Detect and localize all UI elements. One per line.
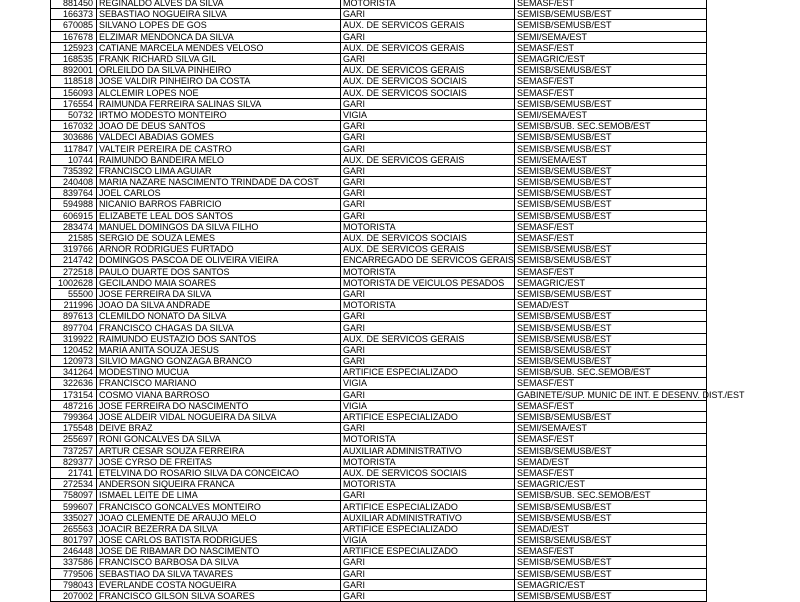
employee-role-cell: ARTIFICE ESPECIALIZADO bbox=[341, 546, 515, 557]
employee-name-cell: JOSE CARLOS BATISTA RODRIGUES bbox=[97, 535, 341, 546]
employee-id-cell: 319766 bbox=[51, 244, 97, 255]
table-row bbox=[51, 132, 707, 143]
employee-name-cell: RAIMUNDA FERREIRA SALINAS SILVA bbox=[97, 98, 341, 109]
employee-role-cell: MOTORISTA DE VEICULOS PESADOS bbox=[341, 277, 515, 288]
table-row bbox=[51, 266, 707, 277]
employee-role-cell: AUX. DE SERVICOS GERAIS bbox=[341, 244, 515, 255]
employee-id-cell: 799364 bbox=[51, 411, 97, 422]
table-row bbox=[51, 87, 707, 98]
table-row bbox=[51, 277, 707, 288]
table-row bbox=[51, 434, 707, 445]
employee-id-cell: 167032 bbox=[51, 121, 97, 132]
employee-id-cell: 735392 bbox=[51, 165, 97, 176]
employee-name-cell: FRANCISCO LIMA AGUIAR bbox=[97, 165, 341, 176]
employee-unit-cell: SEMASF/EST bbox=[515, 232, 707, 243]
table-row bbox=[51, 467, 707, 478]
employee-role-cell: GARI bbox=[341, 188, 515, 199]
employee-id-cell: 881450 bbox=[51, 0, 97, 9]
table-row bbox=[51, 512, 707, 523]
employee-name-cell: VALTEIR PEREIRA DE CASTRO bbox=[97, 143, 341, 154]
employee-name-cell: JOEL CARLOS bbox=[97, 188, 341, 199]
employee-id-cell: 829377 bbox=[51, 456, 97, 467]
employee-name-cell: VALDECI ABADIAS GOMES bbox=[97, 132, 341, 143]
employee-id-cell: 50732 bbox=[51, 109, 97, 120]
table-row bbox=[51, 31, 707, 42]
employee-id-cell: 594988 bbox=[51, 199, 97, 210]
employee-unit-cell: SEMISB/SEMUSB/EST bbox=[515, 244, 707, 255]
employee-name-cell: MARIA NAZARE NASCIMENTO TRINDADE DA COST bbox=[97, 177, 341, 188]
employee-table bbox=[50, 0, 745, 602]
employee-role-cell: GARI bbox=[341, 356, 515, 367]
employee-unit-cell: SEMAGRIC/EST bbox=[515, 53, 707, 64]
table-row bbox=[51, 423, 707, 434]
employee-unit-cell: SEMISB/SEMUSB/EST bbox=[515, 210, 707, 221]
employee-id-cell: 801797 bbox=[51, 535, 97, 546]
table-row bbox=[51, 344, 707, 355]
employee-id-cell: 1002628 bbox=[51, 277, 97, 288]
employee-unit-cell: GABINETE/SUP. MUNIC DE INT. E DESENV. DIST./EST bbox=[515, 389, 707, 400]
employee-id-cell: 337586 bbox=[51, 557, 97, 568]
employee-role-cell: GARI bbox=[341, 177, 515, 188]
employee-unit-cell: SEMASF/EST bbox=[515, 87, 707, 98]
employee-name-cell: FRANCISCO GONCALVES MONTEIRO bbox=[97, 501, 341, 512]
employee-name-cell: ARTUR CESAR SOUZA FERREIRA bbox=[97, 445, 341, 456]
table-row bbox=[51, 288, 707, 299]
table-row bbox=[51, 300, 707, 311]
employee-id-cell: 168535 bbox=[51, 53, 97, 64]
employee-id-cell: 211996 bbox=[51, 300, 97, 311]
table-row bbox=[51, 20, 707, 31]
employee-name-cell: GECILANDO MAIA SOARES bbox=[97, 277, 341, 288]
table-row bbox=[51, 98, 707, 109]
table-row bbox=[51, 479, 707, 490]
table-row bbox=[51, 490, 707, 501]
employee-unit-cell: SEMI/SEMA/EST bbox=[515, 423, 707, 434]
employee-unit-cell: SEMISB/SEMUSB/EST bbox=[515, 512, 707, 523]
employee-id-cell: 156093 bbox=[51, 87, 97, 98]
employee-role-cell: AUX. DE SERVICOS SOCIAIS bbox=[341, 232, 515, 243]
table-row bbox=[51, 535, 707, 546]
table-row bbox=[51, 76, 707, 87]
employee-role-cell: GARI bbox=[341, 311, 515, 322]
employee-unit-cell: SEMISB/SEMUSB/EST bbox=[515, 143, 707, 154]
employee-unit-cell: SEMASF/EST bbox=[515, 467, 707, 478]
employee-name-cell: SILVIO MAGNO GONZAGA BRANCO bbox=[97, 356, 341, 367]
employee-role-cell: GARI bbox=[341, 98, 515, 109]
employee-unit-cell: SEMISB/SEMUSB/EST bbox=[515, 535, 707, 546]
employee-id-cell: 758097 bbox=[51, 490, 97, 501]
employee-id-cell: 10744 bbox=[51, 154, 97, 165]
employee-role-cell: MOTORISTA bbox=[341, 0, 515, 9]
employee-unit-cell: SEMISB/SEMUSB/EST bbox=[515, 311, 707, 322]
employee-role-cell: VIGIA bbox=[341, 400, 515, 411]
employee-role-cell: AUX. DE SERVICOS SOCIAIS bbox=[341, 467, 515, 478]
employee-role-cell: GARI bbox=[341, 590, 515, 601]
employee-unit-cell: SEMAGRIC/EST bbox=[515, 579, 707, 590]
employee-role-cell: MOTORISTA bbox=[341, 434, 515, 445]
table-row bbox=[51, 333, 707, 344]
employee-unit-cell: SEMASF/EST bbox=[515, 76, 707, 87]
table-row bbox=[51, 557, 707, 568]
employee-id-cell: 606915 bbox=[51, 210, 97, 221]
employee-role-cell: AUX. DE SERVICOS GERAIS bbox=[341, 42, 515, 53]
table-row bbox=[51, 0, 707, 9]
employee-id-cell: 214742 bbox=[51, 255, 97, 266]
employee-unit-cell: SEMASF/EST bbox=[515, 0, 707, 9]
table-row bbox=[51, 9, 707, 20]
employee-role-cell: AUX. DE SERVICOS GERAIS bbox=[341, 154, 515, 165]
employee-name-cell: JOSE CYRSO DE FREITAS bbox=[97, 456, 341, 467]
employee-name-cell: ANDERSON SIQUEIRA FRANCA bbox=[97, 479, 341, 490]
employee-name-cell: NICANIO BARROS FABRICIO bbox=[97, 199, 341, 210]
table-row bbox=[51, 322, 707, 333]
employee-name-cell: DEIVE BRAZ bbox=[97, 423, 341, 434]
employee-unit-cell: SEMISB/SUB. SEC.SEMOB/EST bbox=[515, 367, 707, 378]
employee-role-cell: MOTORISTA bbox=[341, 266, 515, 277]
employee-name-cell: FRANK RICHARD SILVA GIL bbox=[97, 53, 341, 64]
employee-name-cell: FRANCISCO GILSON SILVA SOARES bbox=[97, 590, 341, 601]
employee-role-cell: GARI bbox=[341, 344, 515, 355]
employee-id-cell: 246448 bbox=[51, 546, 97, 557]
employee-name-cell: MODESTINO MUCUA bbox=[97, 367, 341, 378]
employee-name-cell: JOAO CLEMENTE DE ARAUJO MELO bbox=[97, 512, 341, 523]
employee-id-cell: 335027 bbox=[51, 512, 97, 523]
employee-id-cell: 118518 bbox=[51, 76, 97, 87]
employee-unit-cell: SEMAD/EST bbox=[515, 523, 707, 534]
employee-role-cell: ARTIFICE ESPECIALIZADO bbox=[341, 411, 515, 422]
employee-role-cell: MOTORISTA bbox=[341, 479, 515, 490]
employee-unit-cell: SEMASF/EST bbox=[515, 266, 707, 277]
employee-role-cell: AUX. DE SERVICOS GERAIS bbox=[341, 20, 515, 31]
employee-unit-cell: SEMAGRIC/EST bbox=[515, 479, 707, 490]
employee-role-cell: AUX. DE SERVICOS GERAIS bbox=[341, 333, 515, 344]
employee-name-cell: ELZIMAR MENDONCA DA SILVA bbox=[97, 31, 341, 42]
employee-role-cell: VIGIA bbox=[341, 378, 515, 389]
employee-name-cell: REGINALDO ALVES DA SILVA bbox=[97, 0, 341, 9]
table-row bbox=[51, 210, 707, 221]
employee-role-cell: VIGIA bbox=[341, 535, 515, 546]
employee-id-cell: 120973 bbox=[51, 356, 97, 367]
employee-name-cell: RAIMUNDO EUSTAZIO DOS SANTOS bbox=[97, 333, 341, 344]
employee-name-cell: SERGIO DE SOUZA LEMES bbox=[97, 232, 341, 243]
table-row bbox=[51, 311, 707, 322]
employee-id-cell: 892001 bbox=[51, 65, 97, 76]
employee-unit-cell: SEMASF/EST bbox=[515, 42, 707, 53]
employee-name-cell: ORLEILDO DA SILVA PINHEIRO bbox=[97, 65, 341, 76]
employee-id-cell: 897704 bbox=[51, 322, 97, 333]
employee-id-cell: 173154 bbox=[51, 389, 97, 400]
employee-role-cell: GARI bbox=[341, 423, 515, 434]
employee-id-cell: 897613 bbox=[51, 311, 97, 322]
employee-name-cell: IRTMO MODESTO MONTEIRO bbox=[97, 109, 341, 120]
employee-name-cell: MANUEL DOMINGOS DA SILVA FILHO bbox=[97, 221, 341, 232]
employee-role-cell: GARI bbox=[341, 53, 515, 64]
employee-name-cell: CLEMILDO NONATO DA SILVA bbox=[97, 311, 341, 322]
employee-unit-cell: SEMAD/EST bbox=[515, 456, 707, 467]
table-row bbox=[51, 356, 707, 367]
employee-id-cell: 303686 bbox=[51, 132, 97, 143]
table-row bbox=[51, 445, 707, 456]
employee-name-cell: EVERLANDE COSTA NOGUEIRA bbox=[97, 579, 341, 590]
employee-id-cell: 319922 bbox=[51, 333, 97, 344]
table-row bbox=[51, 255, 707, 266]
employee-role-cell: GARI bbox=[341, 132, 515, 143]
employee-name-cell: JOSE FERREIRA DA SILVA bbox=[97, 288, 341, 299]
employee-role-cell: GARI bbox=[341, 121, 515, 132]
table-row bbox=[51, 378, 707, 389]
employee-id-cell: 599607 bbox=[51, 501, 97, 512]
employee-name-cell: ALCLEMIR LOPES NOE bbox=[97, 87, 341, 98]
table-row bbox=[51, 53, 707, 64]
employee-unit-cell: SEMI/SEMA/EST bbox=[515, 154, 707, 165]
table-row bbox=[51, 389, 707, 400]
employee-id-cell: 255697 bbox=[51, 434, 97, 445]
employee-unit-cell: SEMISB/SEMUSB/EST bbox=[515, 445, 707, 456]
employee-id-cell: 272534 bbox=[51, 479, 97, 490]
table-row bbox=[51, 367, 707, 378]
table-row bbox=[51, 400, 707, 411]
employee-name-cell: FRANCISCO MARIANO bbox=[97, 378, 341, 389]
employee-unit-cell: SEMISB/SEMUSB/EST bbox=[515, 199, 707, 210]
table-row bbox=[51, 546, 707, 557]
employee-name-cell: ARNOR RODRIGUES FURTADO bbox=[97, 244, 341, 255]
employee-name-cell: FRANCISCO BARBOSA DA SILVA bbox=[97, 557, 341, 568]
employee-role-cell: GARI bbox=[341, 568, 515, 579]
table-row bbox=[51, 411, 707, 422]
employee-role-cell: AUX. DE SERVICOS SOCIAIS bbox=[341, 76, 515, 87]
employee-id-cell: 117847 bbox=[51, 143, 97, 154]
employee-id-cell: 166373 bbox=[51, 9, 97, 20]
table-row bbox=[51, 244, 707, 255]
employee-unit-cell: SEMI/SEMA/EST bbox=[515, 31, 707, 42]
employee-name-cell: MARIA ANITA SOUZA JESUS bbox=[97, 344, 341, 355]
employee-unit-cell: SEMISB/SEMUSB/EST bbox=[515, 20, 707, 31]
employee-name-cell: JOSE VALDIR PINHEIRO DA COSTA bbox=[97, 76, 341, 87]
employee-name-cell: JOSE DE RIBAMAR DO NASCIMENTO bbox=[97, 546, 341, 557]
employee-name-cell: JOSE FERREIRA DO NASCIMENTO bbox=[97, 400, 341, 411]
employee-unit-cell: SEMISB/SEMUSB/EST bbox=[515, 557, 707, 568]
table-row bbox=[51, 501, 707, 512]
employee-id-cell: 272518 bbox=[51, 266, 97, 277]
employee-unit-cell: SEMISB/SEMUSB/EST bbox=[515, 255, 707, 266]
employee-unit-cell: SEMISB/SEMUSB/EST bbox=[515, 411, 707, 422]
employee-unit-cell: SEMISB/SEMUSB/EST bbox=[515, 65, 707, 76]
employee-name-cell: SEBASTIAO DA SILVA TAVARES bbox=[97, 568, 341, 579]
table-row bbox=[51, 143, 707, 154]
employee-role-cell: GARI bbox=[341, 143, 515, 154]
employee-unit-cell: SEMASF/EST bbox=[515, 378, 707, 389]
employee-role-cell: ENCARREGADO DE SERVICOS GERAIS bbox=[341, 255, 515, 266]
employee-role-cell: VIGIA bbox=[341, 109, 515, 120]
table-row bbox=[51, 65, 707, 76]
table-row bbox=[51, 199, 707, 210]
employee-name-cell: JOACIR BEZERRA DA SILVA bbox=[97, 523, 341, 534]
employee-role-cell: GARI bbox=[341, 389, 515, 400]
table-row bbox=[51, 154, 707, 165]
employee-name-cell: CATIANE MARCELA MENDES VELOSO bbox=[97, 42, 341, 53]
employee-role-cell: MOTORISTA bbox=[341, 221, 515, 232]
employee-role-cell: GARI bbox=[341, 322, 515, 333]
employee-name-cell: COSMO VIANA BARROSO bbox=[97, 389, 341, 400]
employee-id-cell: 341264 bbox=[51, 367, 97, 378]
employee-unit-cell: SEMASF/EST bbox=[515, 400, 707, 411]
employee-name-cell: RONI GONCALVES DA SILVA bbox=[97, 434, 341, 445]
employee-id-cell: 120452 bbox=[51, 344, 97, 355]
employee-unit-cell: SEMASF/EST bbox=[515, 221, 707, 232]
table-row bbox=[51, 221, 707, 232]
employee-id-cell: 175548 bbox=[51, 423, 97, 434]
employee-id-cell: 265563 bbox=[51, 523, 97, 534]
employee-name-cell: JOAO DA SILVA ANDRADE bbox=[97, 300, 341, 311]
employee-unit-cell: SEMISB/SEMUSB/EST bbox=[515, 9, 707, 20]
employee-name-cell: ETELVINA DO ROSARIO SILVA DA CONCEICAO bbox=[97, 467, 341, 478]
table-row bbox=[51, 165, 707, 176]
employee-role-cell: AUXILIAR ADMINISTRATIVO bbox=[341, 512, 515, 523]
employee-id-cell: 670085 bbox=[51, 20, 97, 31]
employee-role-cell: GARI bbox=[341, 9, 515, 20]
employee-role-cell: GARI bbox=[341, 557, 515, 568]
employee-id-cell: 322636 bbox=[51, 378, 97, 389]
employee-id-cell: 839764 bbox=[51, 188, 97, 199]
employee-id-cell: 125923 bbox=[51, 42, 97, 53]
employee-unit-cell: SEMISB/SEMUSB/EST bbox=[515, 288, 707, 299]
employee-unit-cell: SEMISB/SUB. SEC.SEMOB/EST bbox=[515, 490, 707, 501]
employee-role-cell: ARTIFICE ESPECIALIZADO bbox=[341, 523, 515, 534]
employee-name-cell: SEBASTIAO NOGUEIRA SILVA bbox=[97, 9, 341, 20]
employee-id-cell: 167678 bbox=[51, 31, 97, 42]
employee-role-cell: MOTORISTA bbox=[341, 456, 515, 467]
employee-role-cell: GARI bbox=[341, 31, 515, 42]
employee-name-cell: SILVANO LOPES DE GOS bbox=[97, 20, 341, 31]
employee-id-cell: 487216 bbox=[51, 400, 97, 411]
employee-role-cell: GARI bbox=[341, 199, 515, 210]
employee-unit-cell: SEMISB/SEMUSB/EST bbox=[515, 165, 707, 176]
employee-id-cell: 240408 bbox=[51, 177, 97, 188]
employee-unit-cell: SEMISB/SEMUSB/EST bbox=[515, 568, 707, 579]
employee-unit-cell: SEMISB/SEMUSB/EST bbox=[515, 333, 707, 344]
employee-id-cell: 21741 bbox=[51, 467, 97, 478]
employee-unit-cell: SEMASF/EST bbox=[515, 546, 707, 557]
employee-name-cell: JOSE ALDEIR VIDAL NOGUEIRA DA SILVA bbox=[97, 411, 341, 422]
employee-id-cell: 779506 bbox=[51, 568, 97, 579]
employee-id-cell: 21585 bbox=[51, 232, 97, 243]
employee-unit-cell: SEMAD/EST bbox=[515, 300, 707, 311]
employee-unit-cell: SEMISB/SEMUSB/EST bbox=[515, 501, 707, 512]
employee-unit-cell: SEMI/SEMA/EST bbox=[515, 109, 707, 120]
employee-id-cell: 55500 bbox=[51, 288, 97, 299]
employee-unit-cell: SEMISB/SUB. SEC.SEMOB/EST bbox=[515, 121, 707, 132]
employee-id-cell: 207002 bbox=[51, 590, 97, 601]
table-row bbox=[51, 177, 707, 188]
employee-unit-cell: SEMISB/SEMUSB/EST bbox=[515, 344, 707, 355]
employee-table-body bbox=[51, 0, 745, 602]
employee-role-cell: GARI bbox=[341, 165, 515, 176]
employee-role-cell: AUX. DE SERVICOS GERAIS bbox=[341, 65, 515, 76]
employee-role-cell: GARI bbox=[341, 490, 515, 501]
table-row bbox=[51, 232, 707, 243]
employee-name-cell: RAIMUNDO BANDEIRA MELO bbox=[97, 154, 341, 165]
employee-unit-cell: SEMISB/SEMUSB/EST bbox=[515, 132, 707, 143]
table-row bbox=[51, 579, 707, 590]
table-row bbox=[51, 523, 707, 534]
table-row bbox=[51, 188, 707, 199]
employee-unit-cell: SEMASF/EST bbox=[515, 434, 707, 445]
employee-unit-cell: SEMISB/SEMUSB/EST bbox=[515, 590, 707, 601]
employee-unit-cell: SEMISB/SEMUSB/EST bbox=[515, 177, 707, 188]
employee-unit-cell: SEMISB/SEMUSB/EST bbox=[515, 188, 707, 199]
employee-id-cell: 283474 bbox=[51, 221, 97, 232]
employee-name-cell: JOAO DE DEUS SANTOS bbox=[97, 121, 341, 132]
table-row bbox=[51, 109, 707, 120]
employee-id-cell: 176554 bbox=[51, 98, 97, 109]
employee-role-cell: ARTIFICE ESPECIALIZADO bbox=[341, 501, 515, 512]
employee-id-cell: 798043 bbox=[51, 579, 97, 590]
employee-role-cell: GARI bbox=[341, 210, 515, 221]
employee-name-cell: ELIZABETE LEAL DOS SANTOS bbox=[97, 210, 341, 221]
employee-unit-cell: SEMISB/SEMUSB/EST bbox=[515, 98, 707, 109]
employee-name-cell: FRANCISCO CHAGAS DA SILVA bbox=[97, 322, 341, 333]
employee-role-cell: GARI bbox=[341, 288, 515, 299]
employee-role-cell: ARTIFICE ESPECIALIZADO bbox=[341, 367, 515, 378]
employee-unit-cell: SEMISB/SEMUSB/EST bbox=[515, 322, 707, 333]
employee-role-cell: GARI bbox=[341, 579, 515, 590]
employee-unit-cell: SEMISB/SEMUSB/EST bbox=[515, 356, 707, 367]
table-row bbox=[51, 42, 707, 53]
employee-name-cell: PAULO DUARTE DOS SANTOS bbox=[97, 266, 341, 277]
table-row bbox=[51, 456, 707, 467]
employee-role-cell: AUX. DE SERVICOS SOCIAIS bbox=[341, 87, 515, 98]
employee-role-cell: MOTORISTA bbox=[341, 300, 515, 311]
employee-unit-cell: SEMAGRIC/EST bbox=[515, 277, 707, 288]
employee-name-cell: DOMINGOS PASCOA DE OLIVEIRA VIEIRA bbox=[97, 255, 341, 266]
employee-name-cell: ISMAEL LEITE DE LIMA bbox=[97, 490, 341, 501]
employee-role-cell: AUXILIAR ADMINISTRATIVO bbox=[341, 445, 515, 456]
employee-id-cell: 737257 bbox=[51, 445, 97, 456]
table-row bbox=[51, 121, 707, 132]
table-row bbox=[51, 568, 707, 579]
